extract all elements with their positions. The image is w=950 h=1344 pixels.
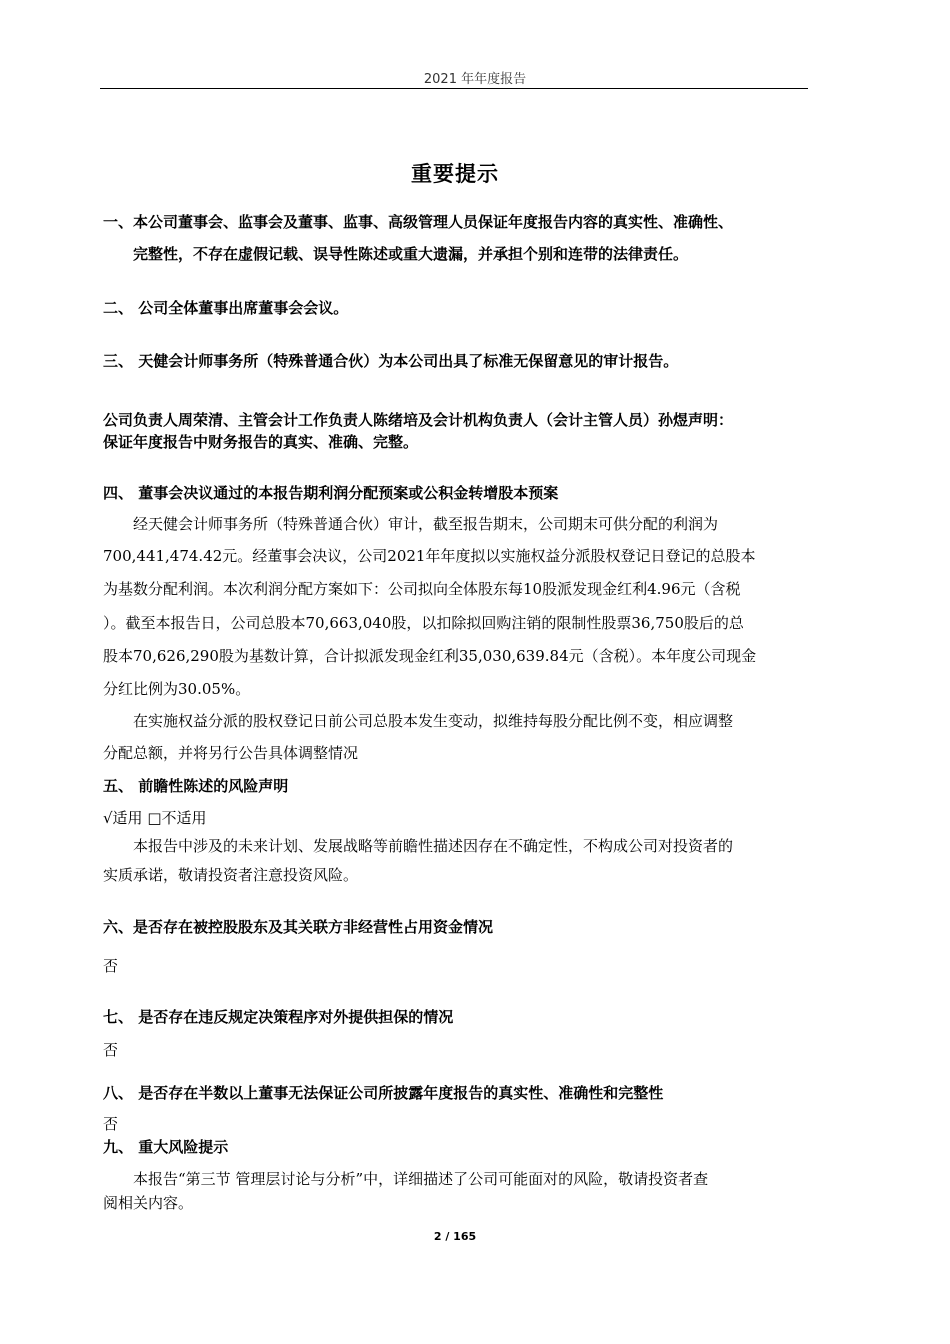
item-9-para-line: 阅相关内容。 <box>103 1194 194 1212</box>
item-1-line-1: 一、本公司董事会、监事会及董事、监事、高级管理人员保证年度报告内容的真实性、准确性、 <box>103 213 734 231</box>
item-4-para-1-line: 为基数分配利润。本次利润分配方案如下：公司拟向全体股东每10股派发现金红利4.96元（含税 <box>103 580 741 598</box>
item-5-para-line: 实质承诺，敬请投资者注意投资风险。 <box>103 866 359 884</box>
item-4-para-1-line: ）。截至本报告日，公司总股本70,663,040股，以扣除拟回购注销的限制性股票36,750股后的总 <box>103 614 744 632</box>
item-5-para-line: 本报告中涉及的未来计划、发展战略等前瞻性描述因存在不确定性，不构成公司对投资者的 <box>133 837 734 855</box>
header-divider <box>100 88 808 89</box>
item-8-heading: 八、 是否存在半数以上董事无法保证公司所披露年度报告的真实性、准确性和完整性 <box>103 1084 664 1102</box>
item-2: 二、 公司全体董事出席董事会会议。 <box>103 299 349 317</box>
page-title: 重要提示 <box>411 162 499 186</box>
item-4-para-1-line: 分红比例为30.05%。 <box>103 680 251 698</box>
item-6-answer: 否 <box>103 957 119 975</box>
applicability-checkbox: √适用 □不适用 <box>103 809 207 827</box>
item-5-heading: 五、 前瞻性陈述的风险声明 <box>103 777 289 795</box>
item-9-para-line: 本报告“第三节 管理层讨论与分析”中，详细描述了公司可能面对的风险，敬请投资者查 <box>133 1170 709 1188</box>
item-4-heading: 四、 董事会决议通过的本报告期利润分配预案或公积金转增股本预案 <box>103 484 559 502</box>
page-number: 2 / 165 <box>433 1230 477 1243</box>
item-1-line-2: 完整性，不存在虚假记载、误导性陈述或重大遗漏，并承担个别和连带的法律责任。 <box>133 245 689 263</box>
item-7-answer: 否 <box>103 1041 119 1059</box>
item-4-para-1-line: 经天健会计师事务所（特殊普通合伙）审计，截至报告期末，公司期末可供分配的利润为 <box>133 515 719 533</box>
responsibility-statement-line-2: 保证年度报告中财务报告的真实、准确、完整。 <box>103 433 419 451</box>
item-6-heading: 六、是否存在被控股股东及其关联方非经营性占用资金情况 <box>103 918 494 936</box>
item-9-heading: 九、 重大风险提示 <box>103 1138 229 1156</box>
item-4-para-2-line: 在实施权益分派的股权登记日前公司总股本发生变动，拟维持每股分配比例不变，相应调整 <box>133 712 734 730</box>
responsibility-statement-line-1: 公司负责人周荣清、主管会计工作负责人陈绪培及会计机构负责人（会计主管人员）孙煜声明： <box>103 411 734 429</box>
item-8-answer: 否 <box>103 1115 119 1133</box>
item-7-heading: 七、 是否存在违反规定决策程序对外提供担保的情况 <box>103 1008 454 1026</box>
item-4-para-1-line: 股本70,626,290股为基数计算，合计拟派发现金红利35,030,639.84元（含税）。本年度公司现金 <box>103 647 757 665</box>
item-3: 三、 天健会计师事务所（特殊普通合伙）为本公司出具了标准无保留意见的审计报告。 <box>103 352 679 370</box>
page-header: 2021 年年度报告 <box>423 72 527 87</box>
item-4-para-1-line: 700,441,474.42元。经董事会决议，公司2021年年度拟以实施权益分派股权登记日登记的总股本 <box>103 547 756 565</box>
item-4-para-2-line: 分配总额，并将另行公告具体调整情况 <box>103 744 359 762</box>
